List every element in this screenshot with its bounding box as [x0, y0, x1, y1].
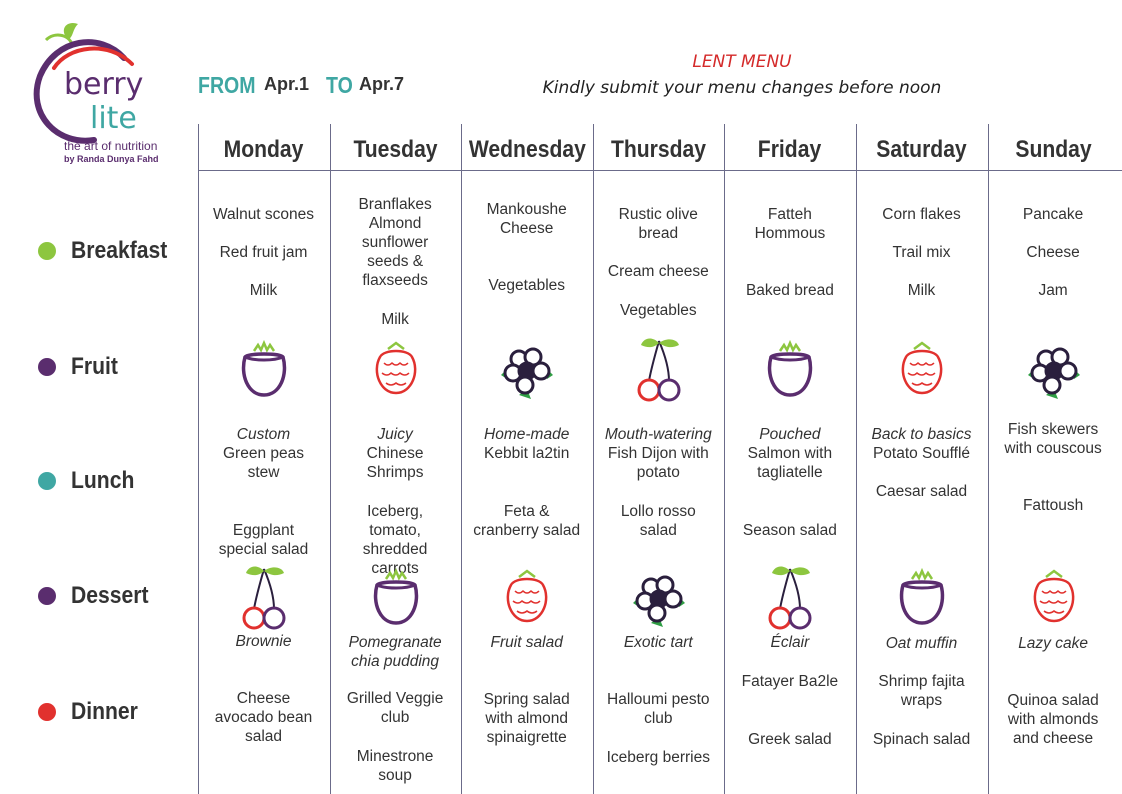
- menu-title: LENT MENU: [692, 52, 792, 72]
- day-header-thursday: Thursday: [610, 136, 706, 163]
- dessert-item: Oat muffin: [885, 635, 958, 652]
- menu-notice: Kindly submit your menu changes before noon: [542, 78, 942, 98]
- lunch-descriptor: Custom: [236, 426, 291, 443]
- lunch-side: Feta &: [503, 503, 550, 520]
- to-date: Apr.7: [359, 74, 405, 94]
- dinner-dish: with almonds: [1007, 711, 1099, 728]
- breakfast-item: Branflakes: [358, 196, 432, 213]
- lunch-descriptor: Juicy: [377, 426, 413, 443]
- raspberry-icon: [366, 335, 426, 405]
- lunch-dish: Kebbit la2tin: [484, 445, 570, 462]
- meal-name: Dinner: [71, 698, 138, 725]
- fruit-dot: [38, 358, 56, 376]
- meal-name: Fruit: [71, 353, 118, 380]
- from-date: Apr.1: [264, 74, 310, 94]
- raspberry-icon: [1024, 563, 1084, 633]
- meal-label-fruit: [38, 352, 124, 382]
- lunch-side: cranberry salad: [473, 522, 581, 539]
- lunch-side: Fattoush: [1022, 497, 1084, 514]
- dinner-dish: Shrimp fajita: [878, 673, 965, 690]
- dinner-dish: club: [380, 709, 410, 726]
- lunch-side: tomato,: [369, 522, 421, 539]
- lunch-dish: tagliatelle: [757, 464, 823, 481]
- cherries-icon: [760, 563, 820, 633]
- breakfast-item: Almond: [368, 215, 422, 232]
- dessert-item: Fruit salad: [490, 634, 563, 651]
- dinner-side: soup: [378, 767, 412, 784]
- dinner-side: Greek salad: [748, 731, 832, 748]
- logo-tagline: the art of nutrition: [64, 139, 158, 153]
- breakfast-item: Cheese: [1026, 244, 1080, 261]
- lunch-descriptor: Mouth-watering: [604, 426, 712, 443]
- breakfast-dot: [38, 242, 56, 260]
- breakfast-item: Jam: [1038, 282, 1068, 299]
- raspberry-icon: [892, 335, 952, 405]
- dessert-item: Exotic tart: [623, 634, 693, 651]
- lunch-dish: Chinese: [366, 445, 424, 462]
- lunch-descriptor: Home-made: [484, 426, 570, 443]
- breakfast-item: Milk: [249, 282, 278, 299]
- breakfast-item: flaxseeds: [362, 272, 428, 289]
- day-header-monday: Monday: [223, 136, 304, 163]
- meal-name: Lunch: [71, 467, 135, 494]
- breakfast-item: Milk: [907, 282, 936, 299]
- day-header-sunday: Sunday: [1014, 136, 1092, 163]
- fig-icon: [892, 563, 952, 633]
- lunch-dish: Shrimps: [366, 464, 424, 481]
- breakfast-item: Trail mix: [892, 244, 951, 261]
- breakfast-item: Milk: [381, 311, 409, 328]
- dinner-dish: and cheese: [1013, 730, 1094, 747]
- fig-icon: [760, 335, 820, 405]
- dinner-side: Minestrone: [356, 748, 434, 765]
- lunch-side: special salad: [218, 541, 309, 558]
- day-header-tuesday: Tuesday: [353, 136, 438, 163]
- breakfast-item: Baked bread: [745, 282, 834, 299]
- svg-text:lite: lite: [90, 101, 137, 136]
- lunch-dish: Salmon with: [747, 445, 833, 462]
- breakfast-item: sunflower: [361, 234, 429, 251]
- meal-label-dessert: [38, 581, 159, 611]
- lunch-dish: stew: [247, 464, 280, 481]
- dinner-dish: Halloumi pesto: [607, 691, 710, 708]
- lunch-side: Iceberg,: [367, 503, 424, 520]
- day-header-saturday: Saturday: [876, 136, 967, 163]
- breakfast-item: Fatteh: [767, 206, 812, 223]
- breakfast-item: bread: [638, 225, 679, 242]
- to-label: TO: [326, 72, 353, 98]
- blueberries-icon: [497, 335, 557, 405]
- dinner-dish: avocado bean: [214, 709, 313, 726]
- meal-name: Dessert: [71, 582, 149, 609]
- dinner-dish: club: [644, 710, 673, 727]
- breakfast-item: Vegetables: [488, 277, 566, 294]
- lunch-dish: Fish Dijon with: [607, 445, 709, 462]
- meal-label-lunch: [38, 466, 143, 496]
- meal-name: Breakfast: [71, 237, 168, 264]
- lunch-side: Lollo rosso: [620, 503, 696, 520]
- lunch-descriptor: Pouched: [759, 426, 821, 443]
- dessert-item: Pomegranate: [348, 634, 442, 651]
- breakfast-item: Cheese: [499, 220, 554, 237]
- dessert-dot: [38, 587, 56, 605]
- dinner-dish: Quinoa salad: [1007, 692, 1099, 709]
- lunch-dish: potato: [636, 464, 680, 481]
- lunch-dot: [38, 472, 56, 490]
- dinner-dish: Grilled Veggie: [346, 690, 444, 707]
- breakfast-item: Walnut scones: [212, 206, 315, 223]
- day-header-wednesday: Wednesday: [469, 136, 587, 163]
- dinner-side: Spinach salad: [872, 731, 971, 748]
- logo-byline: by Randa Dunya Fahd: [64, 154, 159, 164]
- dinner-dot: [38, 703, 56, 721]
- lunch-side: Season salad: [742, 522, 837, 539]
- lunch-descriptor: Back to basics: [871, 426, 972, 443]
- header-divider: [198, 170, 1122, 171]
- lunch-side: shredded: [362, 541, 428, 558]
- lunch-side: salad: [639, 522, 677, 539]
- breakfast-item: Vegetables: [619, 302, 697, 319]
- breakfast-item: Pancake: [1022, 206, 1084, 223]
- breakfast-item: Hommous: [754, 225, 826, 242]
- cherries-icon: [629, 335, 689, 405]
- lunch-dish: Fish skewers: [1007, 421, 1099, 438]
- fig-icon: [234, 335, 294, 405]
- breakfast-item: Corn flakes: [882, 206, 961, 223]
- dinner-dish: Fatayer Ba2le: [741, 673, 839, 690]
- fig-icon: [366, 563, 426, 633]
- dinner-dish: wraps: [900, 692, 943, 709]
- raspberry-icon: [497, 563, 557, 633]
- cherries-icon: [234, 563, 294, 633]
- breakfast-item: seeds &: [367, 253, 424, 270]
- lunch-dish: with couscous: [1004, 440, 1102, 457]
- lunch-side: carrots: [371, 560, 419, 577]
- day-header-friday: Friday: [758, 136, 822, 163]
- meal-label-breakfast: [38, 236, 180, 266]
- from-label: FROM: [198, 72, 256, 98]
- breakfast-item: Rustic olive: [618, 206, 698, 223]
- dinner-dish: Spring salad: [483, 691, 570, 708]
- lunch-side: Caesar salad: [875, 483, 968, 500]
- meal-label-dinner: [38, 697, 147, 727]
- dessert-item: Éclair: [770, 634, 810, 651]
- breakfast-item: Cream cheese: [607, 263, 709, 280]
- blueberries-icon: [629, 563, 689, 633]
- dinner-dish: salad: [244, 728, 283, 745]
- dessert-item: Brownie: [235, 633, 292, 650]
- dessert-item: Lazy cake: [1018, 635, 1088, 652]
- blueberries-icon: [1024, 335, 1084, 405]
- dinner-dish: spinaigrette: [486, 729, 567, 746]
- breakfast-item: Mankoushe: [486, 201, 567, 218]
- dinner-dish: Cheese: [236, 690, 291, 707]
- dinner-dish: with almond: [485, 710, 569, 727]
- lunch-dish: Potato Soufflé: [872, 445, 971, 462]
- breakfast-item: Red fruit jam: [219, 244, 308, 261]
- svg-text:berry: berry: [64, 67, 144, 102]
- lunch-dish: Green peas: [223, 445, 304, 462]
- dinner-side: Iceberg berries: [606, 749, 710, 766]
- dessert-item: chia pudding: [351, 653, 440, 670]
- lunch-side: Eggplant: [232, 522, 295, 539]
